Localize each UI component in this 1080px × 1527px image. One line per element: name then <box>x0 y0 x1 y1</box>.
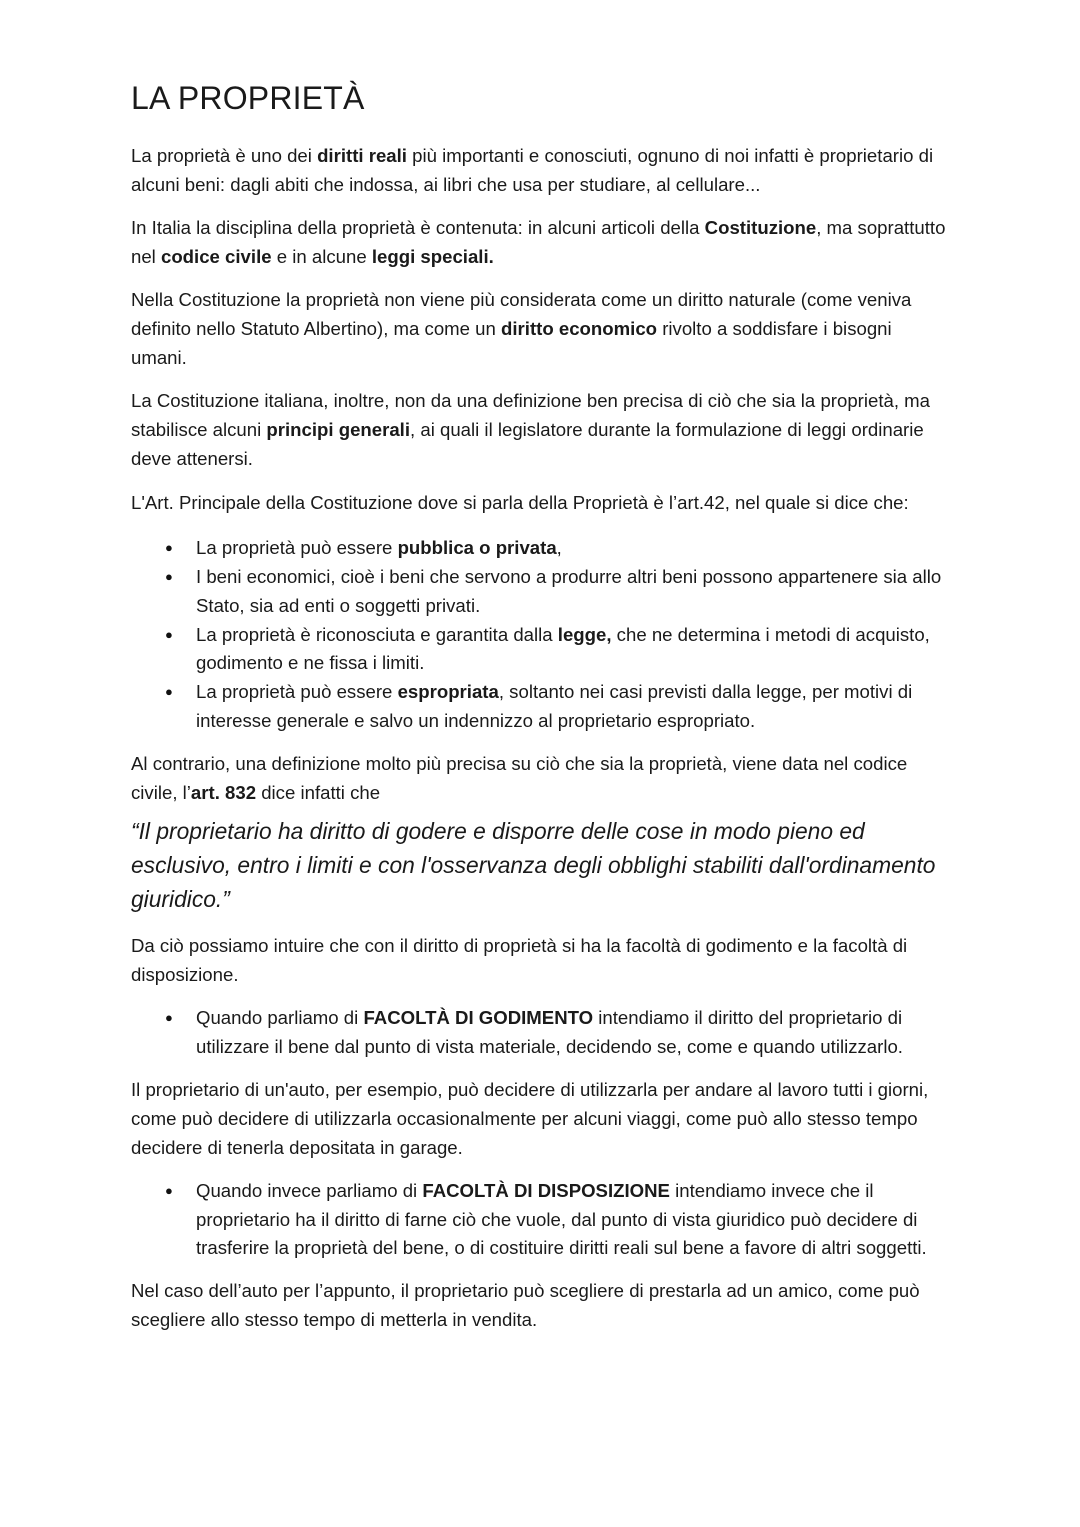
bold-text: codice civile <box>160 245 272 267</box>
page-title: LA PROPRIETÀ <box>131 80 365 116</box>
text: Quando invece parliamo di <box>196 1179 423 1201</box>
bold-text: FACOLTÀ DI DISPOSIZIONE <box>422 1179 670 1201</box>
bold-text: Costituzione <box>704 217 817 239</box>
text: rivolto a soddisfare i bisogni umani. <box>131 317 892 368</box>
document-page <box>131 78 951 1349</box>
text: dice infatti che <box>256 781 381 803</box>
text: e in alcune <box>271 245 372 267</box>
text: La proprietà è uno dei <box>131 145 318 166</box>
text: Nella Costituzione la proprietà non viene più considerata come un diritto naturale (come veniva definito nello Statuto Albertino), ma come un <box>131 289 912 339</box>
text: Quando parliamo di <box>196 1007 364 1029</box>
text: La Costituzione italiana, inoltre, non da una definizione ben precisa di ciò che sia la proprietà, ma stabilisce alcuni <box>131 390 930 440</box>
bold-text: FACOLTÀ DI GODIMENTO <box>363 1007 594 1029</box>
text: In Italia la disciplina della proprietà è contenuta: in alcuni articoli della <box>131 217 705 239</box>
text: La proprietà può essere <box>196 537 398 559</box>
paragraph-principles <box>131 387 951 473</box>
bold-text: diritto economico <box>501 317 658 339</box>
text: intendiamo il diritto del proprietario di utilizzare il bene dal punto di vista materiale, decidendo se, come e quando utilizzarlo. <box>196 1007 903 1058</box>
bold-text: legge, <box>557 623 612 645</box>
list-godimento <box>131 1004 951 1062</box>
list-item <box>196 1004 951 1062</box>
list-item <box>196 621 951 679</box>
text: più importanti e conosciuti, ognuno di noi infatti è proprietario di alcuni beni: dagli abiti che indossa, ai libri che usa per studiare, al cellulare... <box>131 145 934 195</box>
bold-text: principi generali <box>266 418 411 440</box>
paragraph-constitution <box>131 286 951 372</box>
paragraph-car-example: Il proprietario di un'auto, per esempio, può decidere di utilizzarla per andare al lavoro tutti i giorni, come può decidere di utilizzarla occasionalmente per alcuni viaggi, come può allo stesso tempo decidere di tenerla depositata in garage. <box>131 1078 929 1158</box>
bold-text: diritti reali <box>317 145 407 166</box>
list-item <box>196 534 951 563</box>
bold-text: pubblica o privata <box>397 537 557 559</box>
quote-art832: “Il proprietario ha diritto di godere e disporre delle cose in modo pieno ed esclusivo, entro i limiti e con l'osservanza degli obblighi stabiliti dall'ordinamento giuridico.” <box>131 818 936 912</box>
bold-text: leggi speciali. <box>371 245 494 267</box>
paragraph-car-sale: Nel caso dell’auto per l’appunto, il proprietario può scegliere di prestarla ad un amico, come può scegliere allo stesso tempo di metterla in vendita. <box>131 1280 920 1330</box>
text: , ma soprattutto nel <box>131 217 946 267</box>
text: La proprietà può essere <box>196 681 398 703</box>
list-art42 <box>131 534 951 736</box>
list-disposizione <box>131 1177 951 1263</box>
bold-text: art. 832 <box>190 781 257 803</box>
paragraph-discipline <box>131 214 951 272</box>
text: , <box>556 537 562 559</box>
paragraph-faculties: Da ciò possiamo intuire che con il diritto di proprietà si ha la facoltà di godimento e la facoltà di disposizione. <box>131 935 908 986</box>
paragraph-intro <box>131 142 951 200</box>
text: Al contrario, una definizione molto più precisa su ciò che sia la proprietà, viene data nel codice civile, l’ <box>131 752 908 803</box>
text: che ne determina i metodi di acquisto, godimento e ne fissa i limiti. <box>196 623 930 674</box>
paragraph-civil-code <box>131 750 951 808</box>
text: intendiamo invece che il proprietario ha il diritto di farne ciò che vuole, dal punto di vista giuridico può decidere di trasferire la proprietà del bene, o di costituire diritti reali sul bene a favore di altri soggetti. <box>196 1179 927 1259</box>
text: La proprietà è riconosciuta e garantita dalla <box>196 623 558 645</box>
paragraph-art42: L'Art. Principale della Costituzione dove si parla della Proprietà è l’art.42, nel quale si dice che: <box>131 492 909 514</box>
list-item <box>196 678 951 736</box>
text: , ai quali il legislatore durante la formulazione di leggi ordinarie deve attenersi. <box>131 418 924 469</box>
bold-text: espropriata <box>397 681 499 703</box>
text: , soltanto nei casi previsti dalla legge, per motivi di interesse generale e salvo un indennizzo al proprietario espropriato. <box>196 681 913 732</box>
list-item <box>196 1177 951 1263</box>
list-item: ● I beni economici, cioè i beni che servono a produrre altri beni possono appartenere sia allo Stato, sia ad enti o soggetti privati. <box>196 563 951 621</box>
